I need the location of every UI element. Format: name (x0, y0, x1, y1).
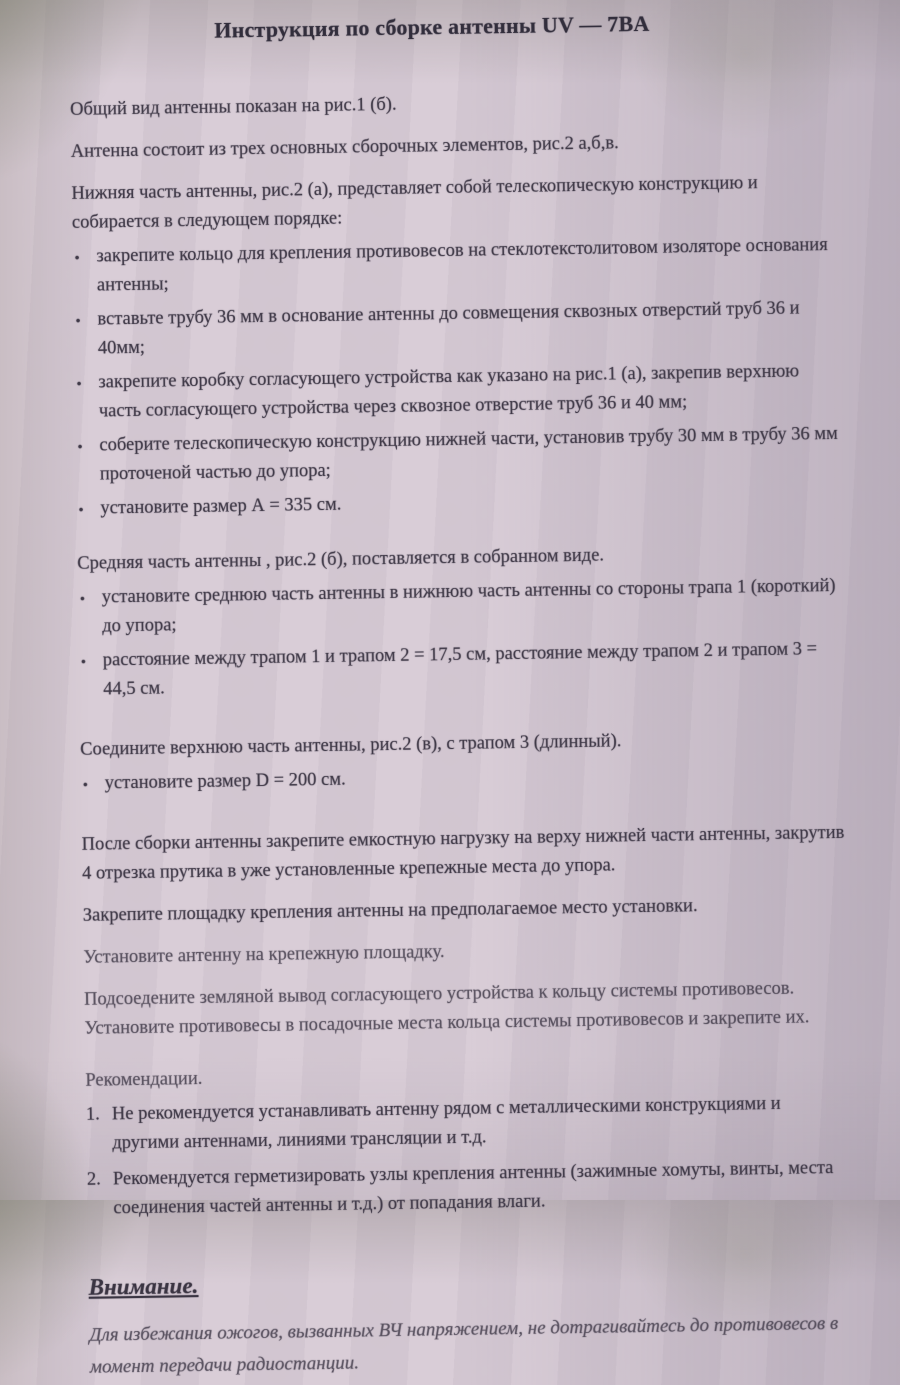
lower-part-steps (72, 231, 842, 525)
intro-paragraph: Антенна состоит из трех основных сборочных элементов, рис.2 а,б,в. (70, 133, 619, 162)
intro-paragraph: Общий вид антенны показан на рис.1 (б). (69, 94, 397, 120)
assembly-paragraph: Закрепите площадку крепления антенны на предполагаемое место установки. (82, 896, 698, 926)
list-item (77, 420, 842, 490)
recommendations-heading: Рекомендации. (85, 1068, 203, 1091)
bullet-icon (77, 432, 100, 490)
assembly-paragraph: После сборки антенны закрепите емкостную нагрузку на верху нижней части антенны, закрутив 4 отрезка прутика в уже установленные крепежные места до упора. (81, 822, 845, 884)
list-item (80, 572, 845, 642)
list-item-text: Рекомендуется герметизировать узлы крепления антенны (зажимные хомуты, винты, места соединения частей антенны и т.д.) от попадания влаги. (112, 1158, 834, 1219)
intro-paragraph: Нижняя часть антенны, рис.2 (а), представляет собой телескопическую конструкцию и собирается в следующем порядке: (71, 173, 758, 233)
list-item (86, 1089, 853, 1159)
list-item (83, 758, 847, 800)
bullet-icon (74, 243, 97, 301)
list-item (81, 635, 846, 705)
list-item-text: установите размер А = 335 см. (100, 494, 342, 519)
list-item-text: установите среднюю часть антенны в нижнюю часть антенны со стороны трапа 1 (короткий) до упора; (101, 575, 836, 637)
middle-part-steps (78, 572, 846, 705)
list-item-text: соберите телескопическую конструкцию нижней части, установив трубу 30 мм в трубу 36 мм проточеной частью до упора; (99, 423, 838, 485)
bullet-icon (78, 494, 100, 524)
upper-part-heading: Соедините верхнюю часть антенны, рис.2 (в), с трапом 3 (длинный). (80, 731, 622, 760)
list-item (78, 483, 842, 525)
page-title: Инструкция по сборке антенны UV — 7BA (214, 10, 650, 43)
list-item (75, 294, 840, 364)
assembly-paragraph: Установите антенну на крепежную площадку. (83, 942, 445, 968)
attention-text: Для избежания ожогов, вызванных ВЧ напряжением, не дотрагивайтесь до противовесов в момент передачи радиостанции. (89, 1313, 839, 1378)
list-item-text: установите размер D = 200 см. (104, 769, 346, 794)
list-item-text: расстояние между трапом 1 и трапом 2 = 17,5 см, расстояние между трапом 2 и трапом 3 = 44,5 см. (102, 639, 818, 700)
list-item-text: закрепите кольцо для крепления противовесов на стеклотекстолитовом изоляторе основания антенны; (96, 235, 828, 296)
list-item (74, 231, 839, 301)
bullet-icon (83, 769, 105, 799)
middle-part-heading: Средняя часть антенны , рис.2 (б), поставляется в собранном виде. (77, 545, 605, 574)
list-item-text: закрепите коробку согласующего устройства как указано на рис.1 (а), закрепив верхнюю часть согласующего устройства через сквозное отверстие труб 36 и 40 мм; (98, 361, 800, 422)
attention-heading: Внимание. (88, 1273, 199, 1300)
upper-part-steps (81, 758, 847, 800)
bullet-icon (81, 646, 104, 704)
recommendations-list (86, 1089, 854, 1224)
list-item (87, 1154, 854, 1224)
list-item-text: Не рекомендуется устанавливать антенну рядом с металлическими конструкциями и другими антеннами, линиями трансляции и т.д. (111, 1093, 781, 1154)
bullet-icon (76, 369, 99, 427)
bullet-icon (75, 306, 98, 364)
list-number: 1. (85, 1104, 100, 1125)
list-item (76, 357, 841, 427)
bullet-icon (80, 583, 103, 641)
list-number: 2. (86, 1169, 101, 1190)
assembly-paragraph: Подсоедените земляной вывод согласующего устройства к кольцу системы противовесов. Установите противовесы в посадочные места кольца системы противовесов и закрепите их. (83, 978, 810, 1039)
list-item-text: вставьте трубу 36 мм в основание антенны до совмещения сквозных отверстий труб 36 и 40мм; (97, 298, 800, 359)
